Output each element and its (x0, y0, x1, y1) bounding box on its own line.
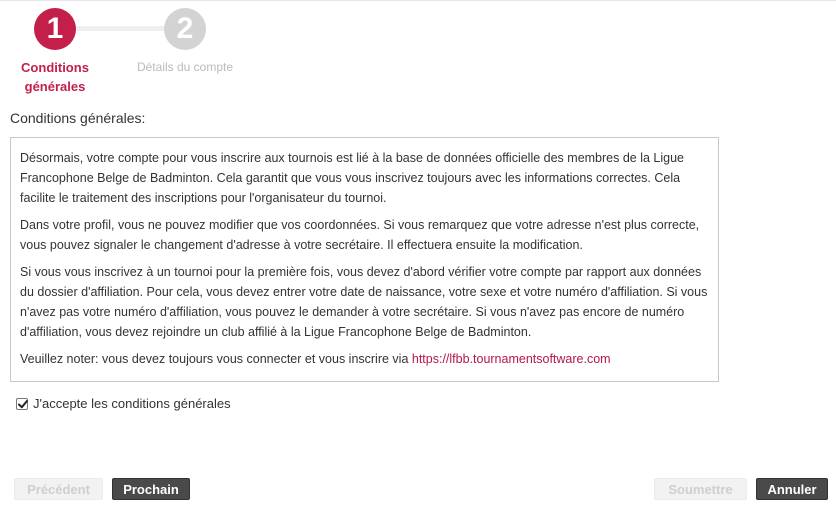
previous-button[interactable]: Précédent (14, 478, 103, 500)
terms-paragraph-2: Dans votre profil, vous ne pouvez modifier que vos coordonnées. Si vous remarquez que votre adresse n'est plus correcte, vous pouvez signaler le changement d'adresse à votre secrétaire. Il effectuera ensuite la modification. (20, 218, 700, 252)
checkmark-icon (17, 398, 29, 410)
submit-button[interactable]: Soumettre (654, 478, 747, 500)
accept-checkbox[interactable] (16, 398, 28, 410)
terms-box[interactable] (10, 137, 719, 382)
terms-paragraph-3: Si vous vous inscrivez à un tournoi pour la première fois, vous devez d'abord vérifier votre compte par rapport aux données du dossier d'affiliation. Pour cela, vous devez entrer votre date de naissance, votre sexe et votre numéro d'affiliation. Si vous n'avez pas votre numéro d'affiliation, vous pouvez le demander à votre secrétaire. Si vous n'avez pas encore de numéro d'affiliation, vous devez rejoindre un club affilié à la Ligue Francophone Belge de Badminton. (20, 265, 708, 339)
step-1[interactable] (0, 8, 110, 96)
section-title: Conditions générales: (10, 110, 146, 126)
accept-label: J'accepte les conditions générales (33, 396, 231, 411)
terms-paragraph-1: Désormais, votre compte pour vous inscrire aux tournois est lié à la base de données officielle des membres de la Ligue Francophone Belge de Badminton. Cela garantit que vous vous inscrivez toujours avec les informations correctes. Cela facilite le traitement des inscriptions pour l'organisateur du tournoi. (20, 151, 685, 205)
tournament-link[interactable]: https://lfbb.tournamentsoftware.com (411, 352, 611, 366)
step-2-label: Détails du compte (136, 60, 234, 74)
step-1-label-line1: Conditions (21, 60, 89, 75)
cancel-button[interactable]: Annuler (756, 478, 828, 500)
step-1-number: 1 (34, 8, 76, 50)
step-2-number: 2 (164, 8, 206, 50)
accept-conditions-row[interactable] (16, 396, 231, 411)
terms-paragraph-4 (20, 349, 708, 369)
top-divider (0, 0, 836, 1)
step-1-label-line2: générales (24, 79, 86, 94)
step-1-label (0, 58, 110, 96)
step-2[interactable] (120, 8, 250, 77)
next-button[interactable]: Prochain (112, 478, 190, 500)
terms-paragraph-4-text: Veuillez noter: vous devez toujours vous connecter et vous inscrire via (20, 352, 412, 366)
